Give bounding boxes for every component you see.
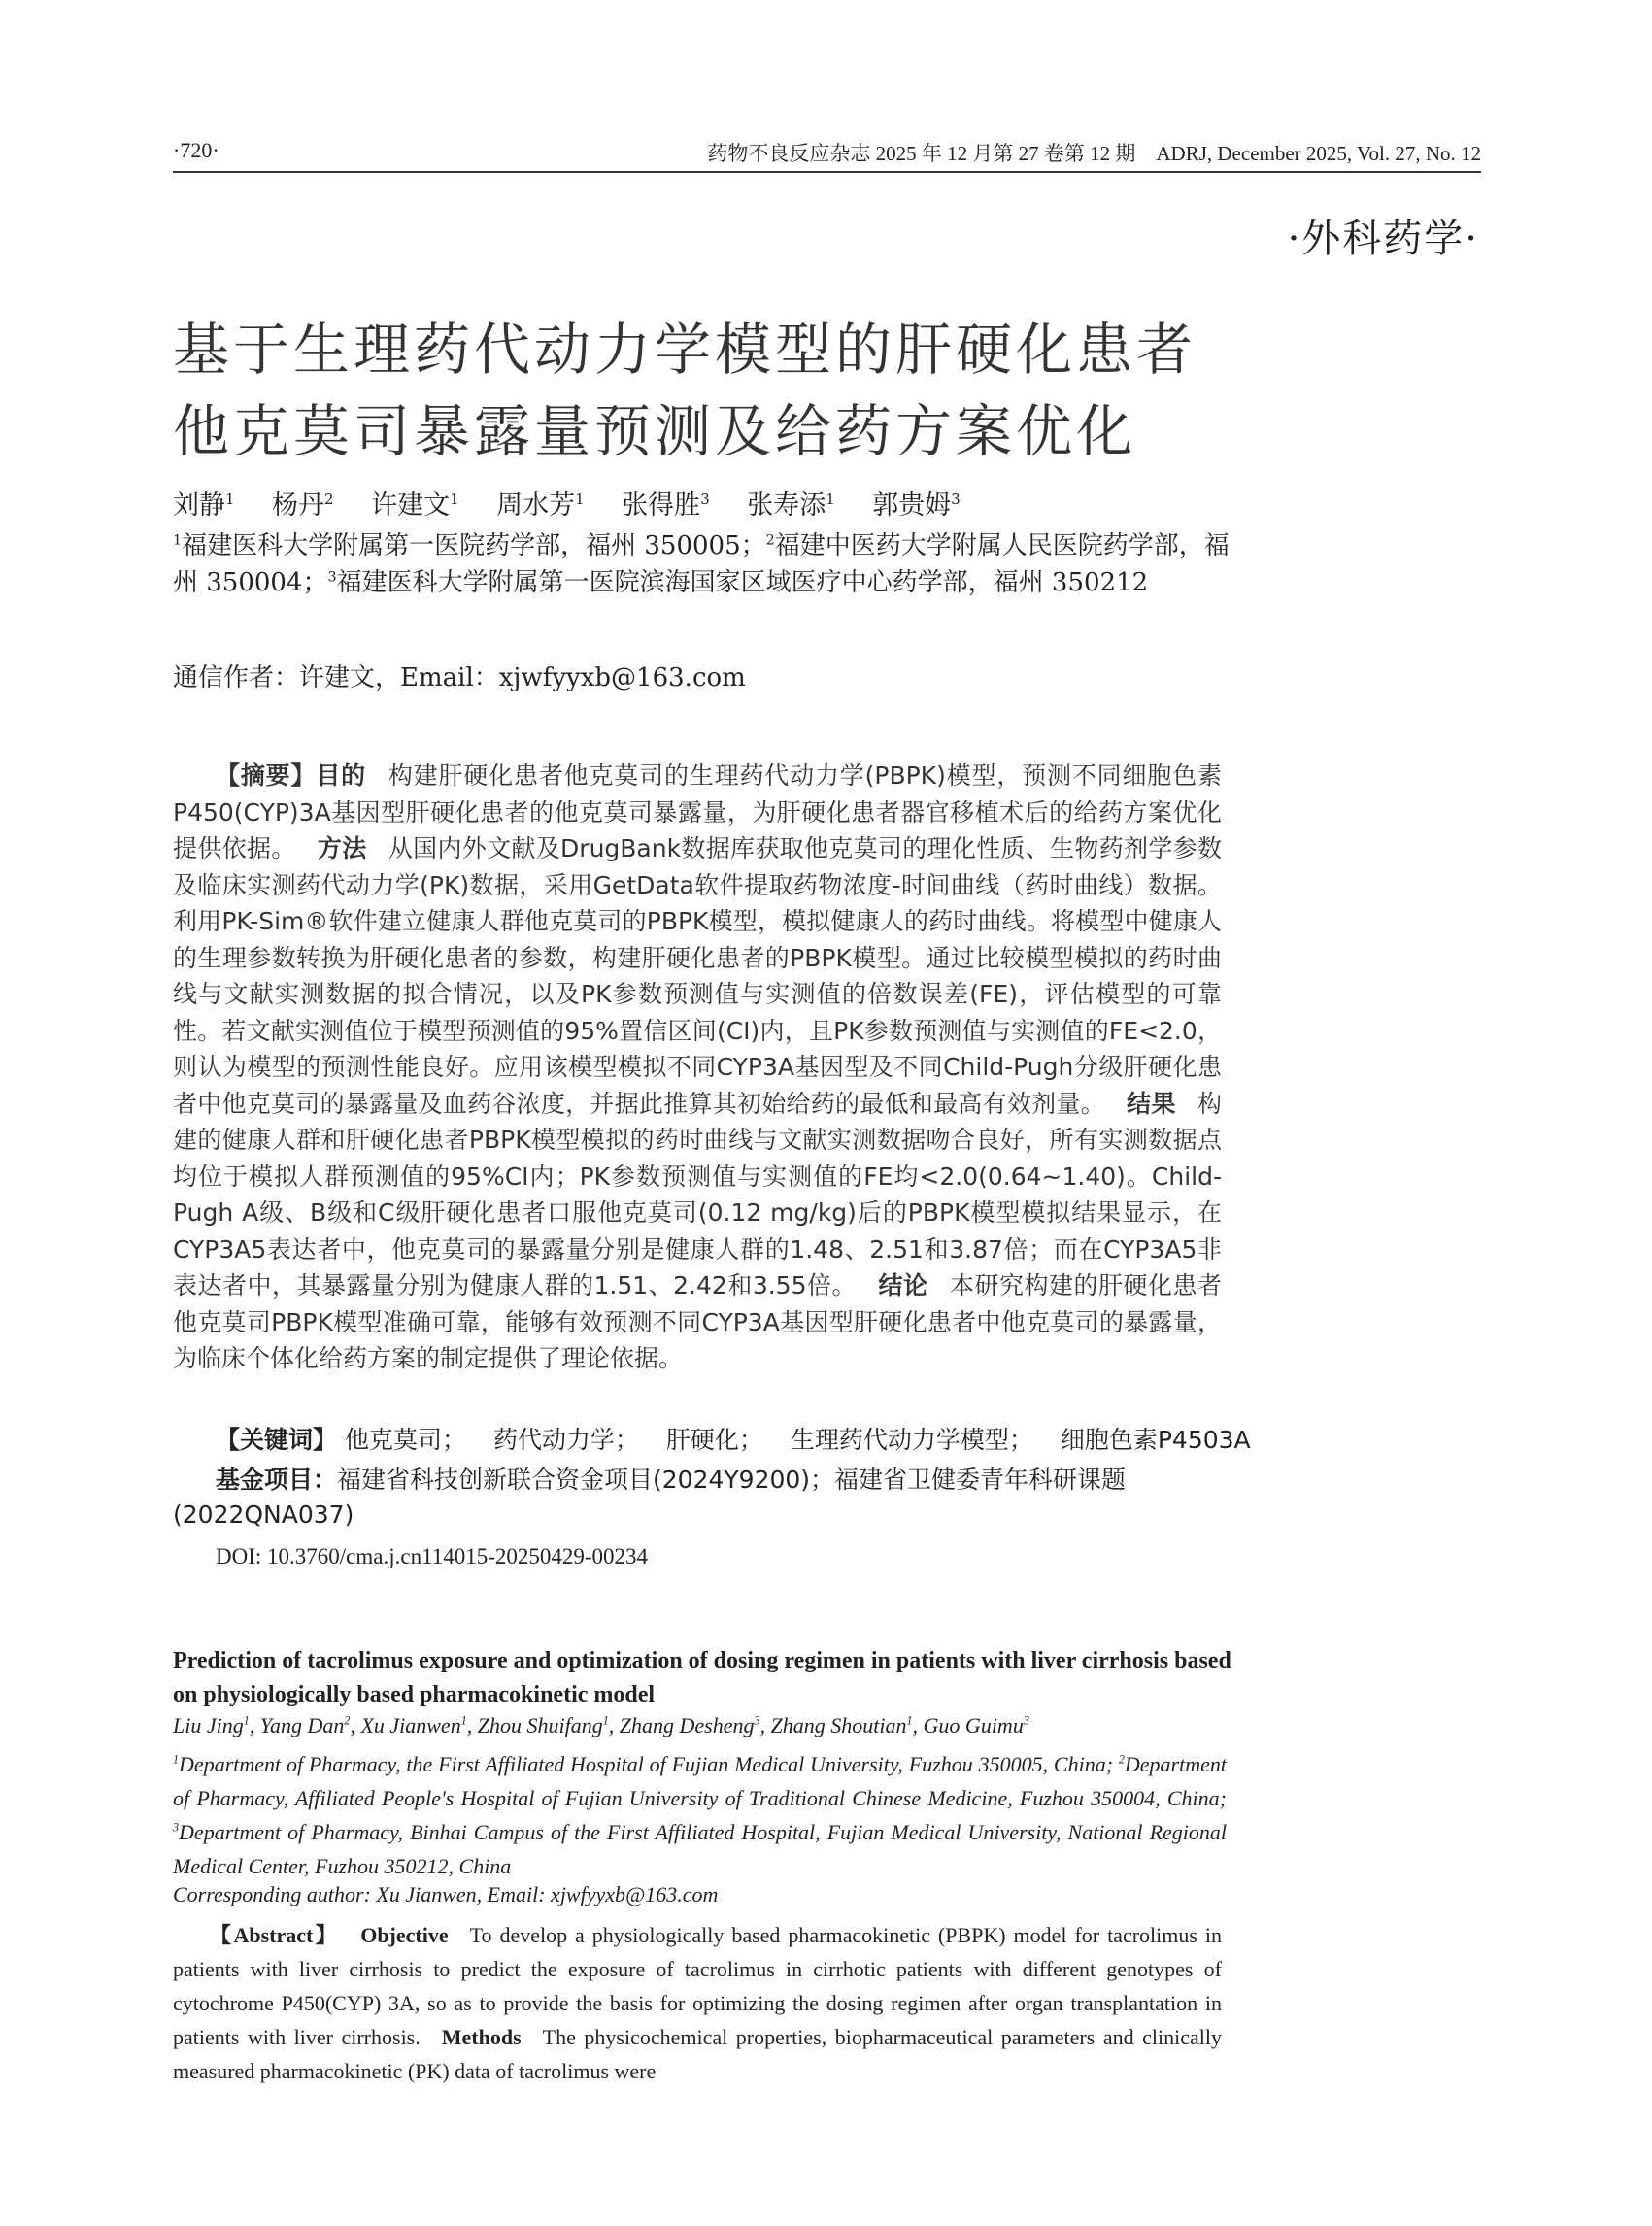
running-header	[173, 138, 1481, 173]
english-methods-label: Methods	[441, 2025, 522, 2049]
title-line-1: 基于生理药代动力学模型的肝硬化患者	[173, 317, 1197, 383]
english-methods-text: The physicochemical properties, biopharmaceutical parameters and clinically measured pharmacokinetic (PK) data of tacrolimus were	[173, 2025, 1222, 2083]
keyword: 细胞色素P4503A	[1060, 1426, 1251, 1454]
english-title: Prediction of tacrolimus exposure and optimization of dosing regimen in patients with liver cirrhosis based on physiologically based pharmacokinetic model	[173, 1648, 1231, 1707]
results-label: 结果	[1126, 1089, 1176, 1118]
results-text: 构建的健康人群和肝硬化患者PBPK模型模拟的药时曲线与文献实测数据吻合良好，所有实测数据点均位于模拟人群预测值的95%CI内；PK参数预测值与实测值的FE均<2.0(0.64~1.40)。Child-Pugh A级、B级和C级肝硬化患者口服他克莫司(0.12 mg/kg)后的PBPK模型模拟结果显示，在CYP3A5表达者中，他克莫司的暴露量分别是健康人群的1.48、2.51和3.87倍；而在CYP3A5非表达者中，其暴露量分别为健康人群的1.51、2.42和3.55倍。	[173, 1089, 1222, 1299]
chinese-abstract	[173, 758, 1222, 1377]
author: 刘静$^1$	[173, 490, 235, 521]
english-objective-text: To develop a physiologically based pharmacokinetic (PBPK) model for tacrolimus in patients with liver cirrhosis to predict the exposure of tacrolimus in cirrhotic patients with different genotypes of cytochrome P450(CYP) 3A, so as to provide the basis for optimizing the dosing regimen after organ transplantation in patients with liver cirrhosis.	[173, 1923, 1222, 2049]
journal-citation: 药物不良反应杂志 2025 年 12 月第 27 卷第 12 期 ADRJ, December 2025, Vol. 27, No. 12	[707, 142, 1481, 165]
english-corresponding-author: Corresponding author: Xu Jianwen, Email: xjwfyyxb@163.com	[173, 1882, 719, 1906]
keyword: 生理药代动力学模型；	[790, 1426, 1033, 1454]
methods-text: 从国内外文献及DrugBank数据库获取他克莫司的理化性质、生物药剂学参数及临床实测药代动力学(PK)数据，采用GetData软件提取药物浓度-时间曲线（药时曲线）数据。利用PK-Sim®软件建立健康人群他克莫司的PBPK模型，模拟健康人的药时曲线。将模型中健康人的生理参数转换为肝硬化患者的参数，构建肝硬化患者的PBPK模型。通过比较模型模拟的药时曲线与文献实测数据的拟合情况，以及PK参数预测值与实测值的倍数误差(FE)，评估模型的可靠性。若文献实测值位于模型预测值的95%置信区间(CI)内，且PK参数预测值与实测值的FE<2.0，则认为模型的预测性能良好。应用该模型模拟不同CYP3A基因型及不同Child-Pugh分级肝硬化患者中他克莫司的暴露量及血药谷浓度，并据此推算其初始给药的最低和最高有效剂量。	[173, 834, 1222, 1118]
english-author-list: Liu Jing$^1$, Yang Dan$^2$, Xu Jianwen$^1$, Zhou Shuifang$^1$, Zhang Desheng$^3$, Zhang Shoutian$^1$, Guo Guimu$^3$	[173, 1713, 1029, 1737]
english-objective-label: Objective	[360, 1923, 449, 1947]
conclusion-text: 本研究构建的肝硬化患者他克莫司PBPK模型准确可靠，能够有效预测不同CYP3A基因型肝硬化患者中他克莫司的暴露量，为临床个体化给药方案的制定提供了理论依据。	[173, 1271, 1222, 1372]
english-abstract-label: 【Abstract】	[210, 1923, 340, 1947]
corresponding-author: 通信作者：许建文，Email：xjwfyyxb@163.com	[173, 663, 746, 692]
fund-text: 福建省科技创新联合资金项目(2024Y9200)；福建省卫健委青年科研课题(2022QNA037)	[173, 1466, 1127, 1529]
english-abstract	[173, 1918, 1222, 2088]
keywords	[216, 1421, 1270, 1456]
author: 杨丹$^2$	[272, 490, 334, 521]
author-list	[173, 484, 990, 522]
page-number: ·720·	[173, 138, 219, 162]
conclusion-label: 结论	[877, 1271, 928, 1299]
abstract-label: 【摘要】	[216, 761, 317, 790]
keyword: 肝硬化；	[665, 1426, 763, 1454]
article-title	[173, 309, 1290, 472]
funding	[173, 1463, 1222, 1533]
author: 郭贵姆$^3$	[872, 490, 961, 521]
keywords-label: 【关键词】	[216, 1426, 338, 1454]
author: 周水芳$^1$	[496, 490, 585, 521]
fund-label: 基金项目：	[216, 1466, 338, 1494]
english-affiliations: $^1$Department of Pharmacy, the First Affiliated Hospital of Fujian Medical University, Fuzhou 350005, China; $^2$Department of Pharmacy, Affiliated People's Hospital of Fujian University of Traditional Chinese Medicine, Fuzhou 350004, China; $^3$Department of Pharmacy, Binhai Campus of the First Affiliated Hospital, Fujian Medical University, National Regional Medical Center, Fuzhou 350212, China	[173, 1752, 1227, 1878]
section-label: ·外科药学·	[1287, 217, 1479, 261]
keyword: 他克莫司；	[344, 1426, 466, 1454]
author: 张寿添$^1$	[747, 490, 835, 521]
objective-label: 目的	[316, 761, 366, 790]
methods-label: 方法	[317, 834, 367, 862]
author: 许建文$^1$	[371, 490, 459, 521]
title-line-2: 他克莫司暴露量预测及给药方案优化	[173, 398, 1137, 464]
doi[interactable]: DOI: 10.3760/cma.j.cn114015-20250429-00234	[216, 1544, 649, 1568]
keyword: 药代动力学；	[492, 1426, 639, 1454]
objective-text: 构建肝硬化患者他克莫司的生理药代动力学(PBPK)模型，预测不同细胞色素P450(CYP)3A基因型肝硬化患者的他克莫司暴露量，为肝硬化患者器官移植术后的给药方案优化提供依据。	[173, 761, 1222, 862]
affiliations: $^1$福建医科大学附属第一医院药学部，福州 350005；$^2$福建中医药大学附属人民医院药学部，福州 350004；$^3$福建医科大学附属第一医院滨海国家区域医疗中心药学部，福州 350212	[173, 531, 1230, 597]
author: 张得胜$^3$	[622, 490, 710, 521]
